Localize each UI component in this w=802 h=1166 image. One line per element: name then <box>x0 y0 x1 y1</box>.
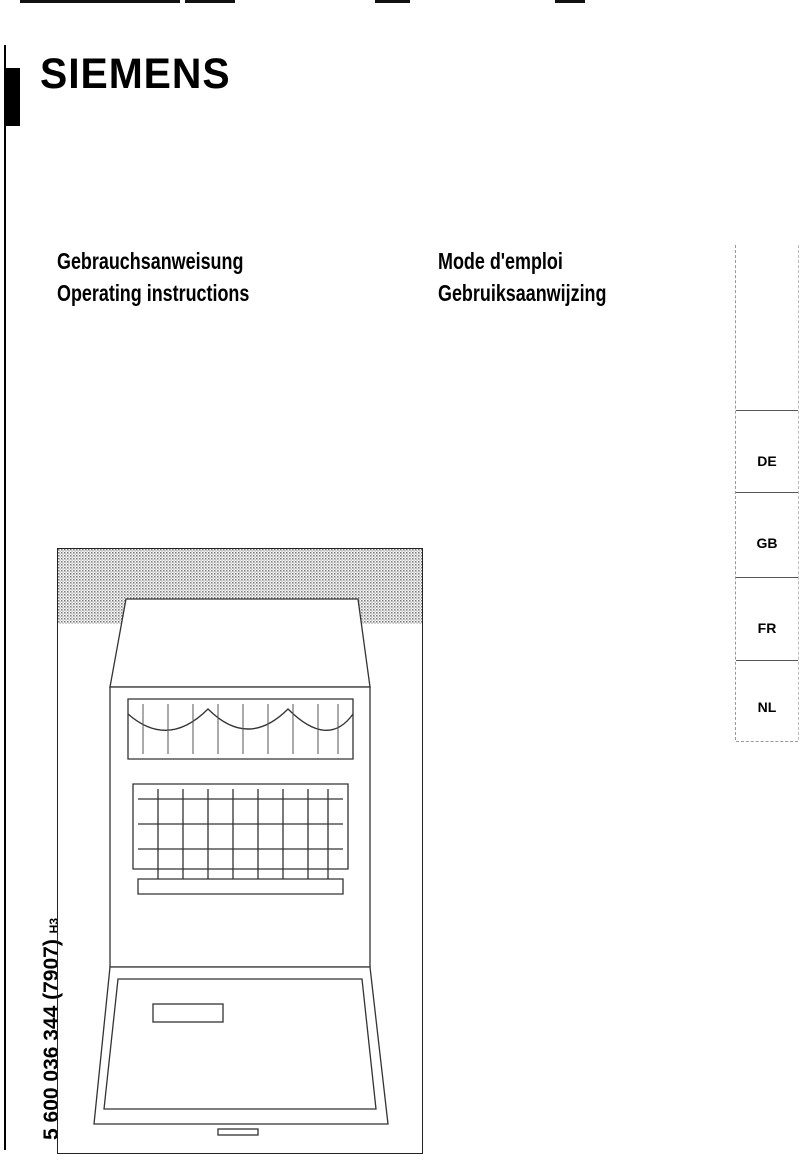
tab-nl[interactable]: NL <box>736 660 798 742</box>
scan-edge-line <box>185 0 235 3</box>
dishwasher-illustration <box>57 548 423 1154</box>
document-number: 5 600 036 344 (7907) <box>40 939 63 1140</box>
document-revision: H3 <box>47 917 61 934</box>
title-fr: Mode d'emploi <box>438 248 563 274</box>
title-gb: Operating instructions <box>57 280 250 306</box>
scan-edge-line <box>555 0 585 3</box>
language-tabs <box>735 245 799 740</box>
tab-de[interactable]: DE <box>736 410 798 493</box>
siemens-logo: SIEMENS <box>40 50 231 98</box>
tab-gb[interactable]: GB <box>736 492 798 578</box>
title-nl: Gebruiksaanwijzing <box>438 280 607 306</box>
tab-fr[interactable]: FR <box>736 577 798 661</box>
scan-edge-line <box>375 0 410 3</box>
left-margin-bar <box>4 68 20 126</box>
title-de: Gebrauchsanweisung <box>57 248 244 274</box>
scan-edge-line <box>20 0 180 3</box>
left-margin-rule <box>4 45 6 1150</box>
